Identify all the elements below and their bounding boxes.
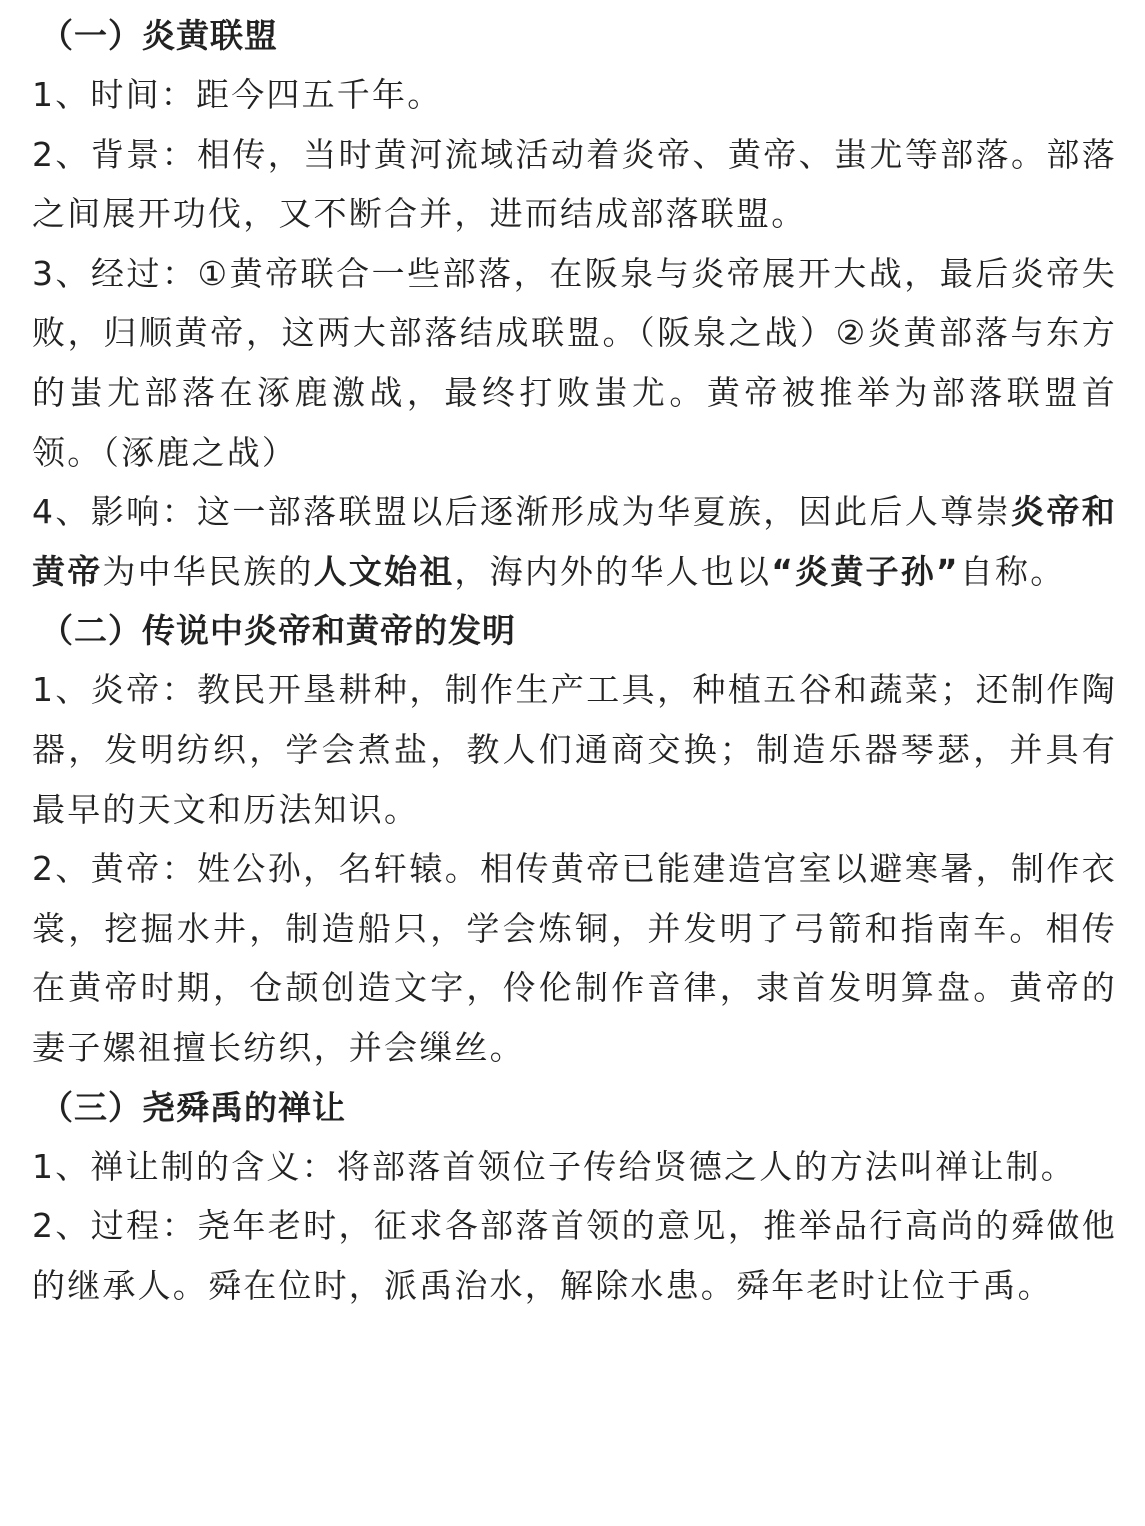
influence-emphasis-yandi-huangdi: 炎帝和黄帝 xyxy=(32,492,1117,591)
paragraph-process: 3、经过：①黄帝联合一些部落，在阪泉与炎帝展开大战，最后炎帝失败，归顺黄帝，这两大部落结成联盟。（阪泉之战）②炎黄部落与东方的蚩尤部落在涿鹿激战，最终打败蚩尤。黄帝被推举为部落联盟首领。（涿鹿之战） xyxy=(32,253,1117,472)
section-heading-abdication: （三）尧舜禹的禅让 xyxy=(40,1087,346,1127)
paragraph-background: 2、背景：相传，当时黄河流域活动着炎帝、黄帝、蚩尤等部落。部落之间展开功伐，又不断合并，进而结成部落联盟。 xyxy=(32,134,1117,234)
paragraph-time: 1、时间：距今四五千年。 xyxy=(32,75,443,114)
influence-text-2: 为中华民族的 xyxy=(102,551,314,591)
influence-text-4: 自称。 xyxy=(959,551,1066,591)
paragraph-abdication-process: 2、过程：尧年老时，征求各部落首领的意见，推举品行高尚的舜做他的继承人。舜在位时，派禹治水，解除水患。舜年老时让位于禹。 xyxy=(32,1206,1117,1305)
influence-text-3: ，海内外的华人也以 xyxy=(454,551,772,591)
paragraph-influence xyxy=(32,482,1117,601)
section-heading-inventions: （二）传说中炎帝和黄帝的发明 xyxy=(40,611,516,651)
influence-emphasis-descendants: “炎黄子孙” xyxy=(771,551,960,591)
influence-text-1: 4、影响：这一部落联盟以后逐渐形成为华夏族，因此后人尊崇 xyxy=(32,492,1011,532)
paragraph-huangdi: 2、黄帝：姓公孙，名轩辕。相传黄帝已能建造宫室以避寒暑，制作衣裳，挖掘水井，制造船只，学会炼铜，并发明了弓箭和指南车。相传在黄帝时期，仓颉创造文字，伶伦制作音律，隶首发明算盘。黄帝的妻子嫘祖擅长纺织，并会缫丝。 xyxy=(32,849,1117,1067)
paragraph-yandi: 1、炎帝：教民开垦耕种，制作生产工具，种植五谷和蔬菜；还制作陶器，发明纺织，学会煮盐，教人们通商交换；制造乐器琴瑟，并具有最早的天文和历法知识。 xyxy=(32,670,1117,829)
paragraph-meaning: 1、禅让制的含义：将部落首领位子传给贤德之人的方法叫禅让制。 xyxy=(32,1146,1076,1186)
influence-emphasis-ancestors: 人文始祖 xyxy=(313,551,455,591)
document-body xyxy=(32,6,1117,1315)
section-heading-yanhuang-alliance: （一）炎黄联盟 xyxy=(40,16,278,55)
